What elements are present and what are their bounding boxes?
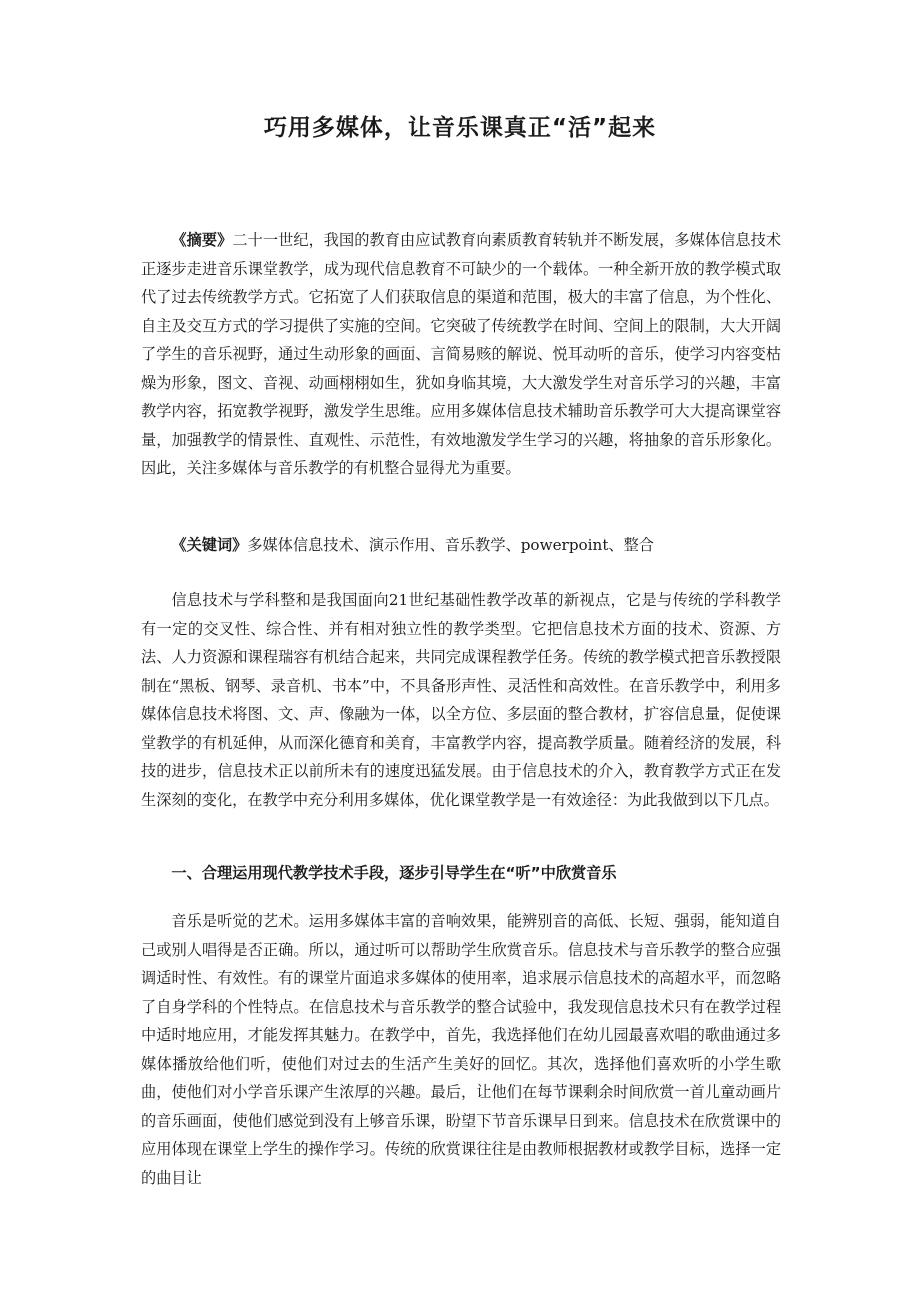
- section-1-paragraph: 音乐是听觉的艺术。运用多媒体丰富的音响效果，能辨别音的高低、长短、强弱，能知道自己或别人唱得是否正确。所以，通过听可以帮助学生欣赏音乐。信息技术与音乐教学的整合应强调适时性、有效性。有的课堂片面追求多媒体的使用率，追求展示信息技术的高超水平，而忽略了自身学科的个性特点。在信息技术与音乐教学的整合试验中，我发现信息技术只有在教学过程中适时地应用，才能发挥其魅力。在教学中，首先，我选择他们在幼儿园最喜欢唱的歌曲通过多媒体播放给他们听，使他们对过去的生活产生美好的回忆。其次，选择他们喜欢听的小学生歌曲，使他们对小学音乐课产生浓厚的兴趣。最后，让他们在每节课剩余时间欣赏一首儿童动画片的音乐画面，使他们感觉到没有上够音乐课，盼望下节音乐课早日到来。信息技术在欣赏课中的应用体现在课堂上学生的操作学习。传统的欣赏课往往是由教师根据教材或教学目标，选择一定的曲目让: [141, 912, 781, 1187]
- abstract-text: 二十一世纪，我国的教育由应试教育向素质教育转轨并不断发展，多媒体信息技术正逐步走进音乐课堂教学，成为现代信息教育不可缺少的一个载体。一种全新开放的教学模式取代了过去传统教学方式。它拓宽了人们获取信息的渠道和范围，极大的丰富了信息，为个性化、自主及交互方式的学习提供了实施的空间。它突破了传统教学在时间、空间上的限制，大大开阔了学生的音乐视野，通过生动形象的画面、言简易赅的解说、悦耳动听的音乐，使学习内容变枯燥为形象，图文、音视、动画栩栩如生，犹如身临其境，大大激发学生对音乐学习的兴趣，丰富教学内容，拓宽教学视野，激发学生思维。应用多媒体信息技术辅助音乐教学可大大提高课堂容量，加强教学的情景性、直观性、示范性，有效地激发学生学习的兴趣，将抽象的音乐形象化。因此，关注多媒体与音乐教学的有机整合显得尤为重要。: [141, 231, 782, 477]
- intro-paragraph: 信息技术与学科整和是我国面向21世纪基础性教学改革的新视点，它是与传统的学科教学有一定的交叉性、综合性、并有相对独立性的教学类型。它把信息技术方面的技术、资源、方法、人力资源和课程瑞容有机结合起来，共同完成课程教学任务。传统的教学模式把音乐教授限制在“黑板、钢琴、录音机、书本”中，不具备形声性、灵活性和高效性。在音乐教学中，利用多媒体信息技术将图、文、声、像融为一体，以全方位、多层面的整合教材，扩容信息量，促使课堂教学的有机延伸，从而深化德育和美育，丰富教学内容，提高教学质量。随着经济的发展，科技的进步，信息技术正以前所未有的速度迅猛发展。由于信息技术的介入，教育教学方式正在发生深刻的变化，在教学中充分利用多媒体，优化课堂教学是一有效途径：为此我做到以下几点。: [141, 591, 781, 809]
- section-1-heading: 一、合理运用现代教学技术手段，逐步引导学生在“听”中欣赏音乐: [171, 864, 617, 882]
- keywords-label: 《关键词》: [171, 536, 248, 554]
- keywords-text: 多媒体信息技术、演示作用、音乐教学、powerpoint、整合: [247, 536, 654, 554]
- document-title: 巧用多媒体，让音乐课真正“活”起来: [263, 115, 657, 141]
- abstract-label: 《摘要》: [171, 231, 233, 249]
- keywords-paragraph: [141, 531, 781, 560]
- abstract-paragraph: [141, 226, 781, 483]
